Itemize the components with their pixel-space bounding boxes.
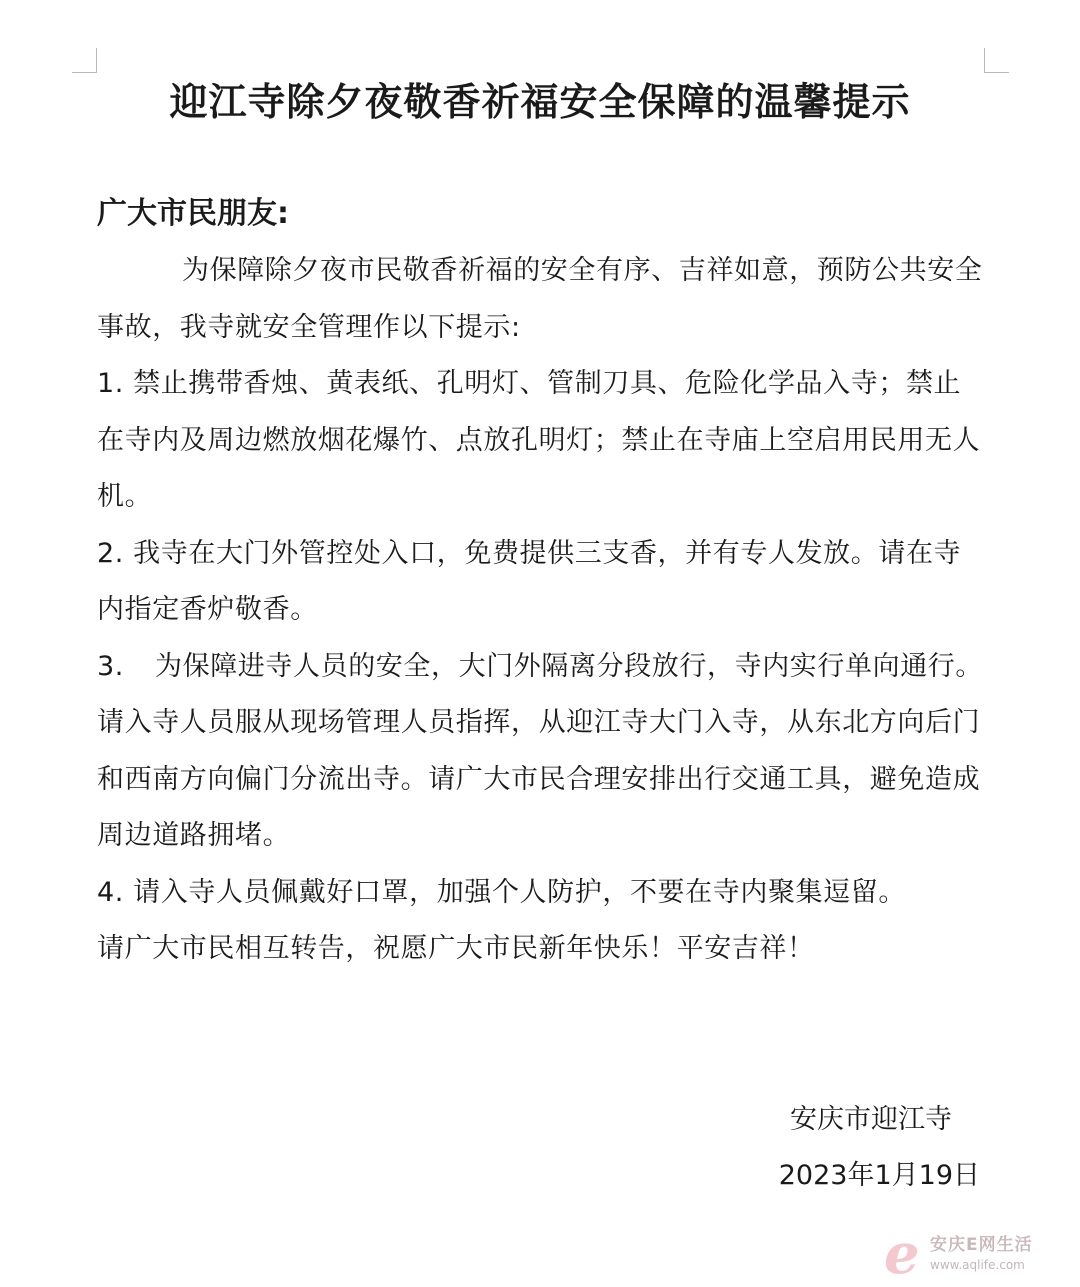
item-number: 2.	[97, 537, 134, 569]
signature: 安庆市迎江寺	[790, 1104, 952, 1135]
salutation: 广大市民朋友:	[97, 196, 289, 231]
corner-mark-top-left	[72, 48, 97, 73]
item-number: 3.	[97, 650, 124, 682]
list-item	[97, 865, 987, 922]
list-item	[97, 356, 987, 526]
item-text: 我寺在大门外管控处入口，免费提供三支香，并有专人发放。请在寺内指定香炉敬香。	[97, 537, 962, 625]
item-text: 为保障进寺人员的安全，大门外隔离分段放行，寺内实行单向通行。请入寺人员服从现场管理人员指挥，从迎江寺大门入寺，从东北方向后门和西南方向偏门分流出寺。请广大市民合理安排出行交通工具，避免造成周边道路拥堵。	[97, 650, 983, 851]
list-item	[97, 639, 987, 865]
item-text: 请入寺人员佩戴好口罩，加强个人防护，不要在寺内聚集逗留。	[133, 876, 906, 908]
watermark-logo	[884, 1221, 1074, 1287]
corner-mark-top-right	[984, 48, 1009, 73]
notice-title: 迎江寺除夕夜敬香祈福安全保障的温馨提示	[169, 80, 911, 124]
notice-body	[97, 243, 987, 978]
intro-paragraph: 为保障除夕夜市民敬香祈福的安全有序、吉祥如意，预防公共安全事故，我寺就安全管理作以下提示:	[97, 255, 983, 343]
item-number: 1.	[97, 368, 134, 399]
document-date: 2023年1月19日	[778, 1160, 980, 1191]
watermark-site-name: 安庆E网生活	[930, 1235, 1033, 1255]
item-text: 禁止携带香烛、黄表纸、孔明灯、管制刀具、危险化学品入寺；禁止在寺内及周边燃放烟花爆竹、点放孔明灯；禁止在寺庙上空启用民用无人机。	[97, 368, 981, 512]
item-number: 4.	[97, 876, 134, 908]
watermark-e-icon: e	[884, 1221, 920, 1287]
watermark-url: www.aqlife.com	[930, 1258, 1025, 1272]
list-item	[97, 526, 987, 639]
closing-paragraph: 请广大市民相互转告，祝愿广大市民新年快乐！平安吉祥！	[97, 933, 815, 964]
